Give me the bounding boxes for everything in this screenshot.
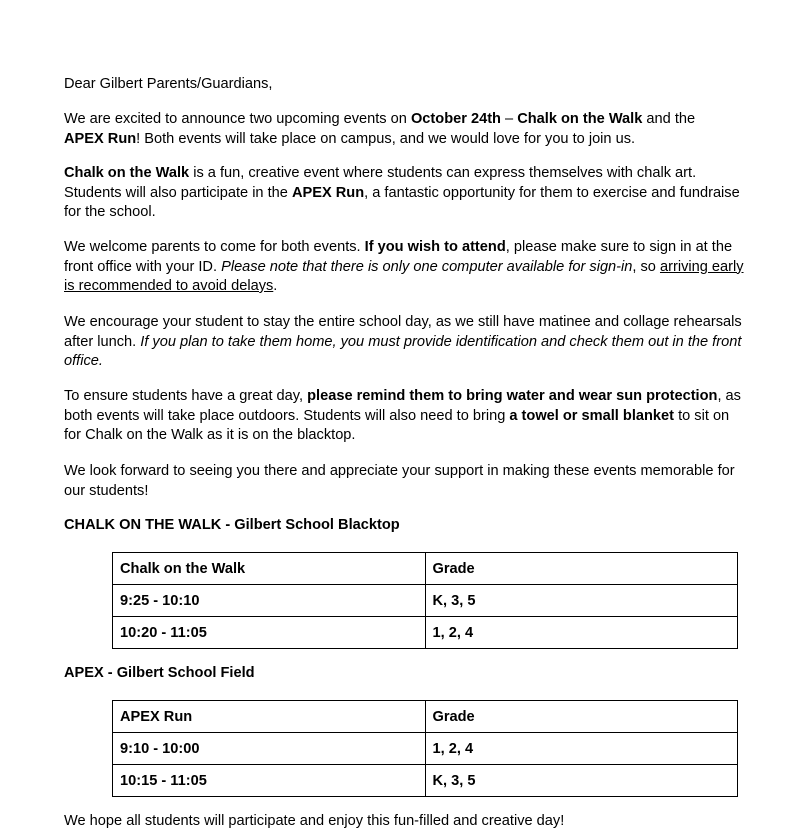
table-header-cell: Grade <box>425 553 738 585</box>
paragraph-attendance: We welcome parents to come for both events. If you wish to attend, please make sure to sign in at the front office with your ID. Please note that there is only one computer available for sign-in, so arriving early is recommended to avoid delays. <box>64 239 744 294</box>
table-cell-grade: 1, 2, 4 <box>425 617 738 649</box>
closing-line: We hope all students will participate and enjoy this fun-filled and creative day! <box>64 813 565 829</box>
greeting: Dear Gilbert Parents/Guardians, <box>64 76 273 92</box>
table-header-cell: Chalk on the Walk <box>113 553 426 585</box>
paragraph-thanks: We look forward to seeing you there and appreciate your support in making these events memorable for our students! <box>64 463 735 499</box>
paragraph-stay-all-day: We encourage your student to stay the entire school day, as we still have matinee and collage rehearsals after lunch. If you plan to take them home, you must provide identification and check them out in the front office. <box>64 314 742 369</box>
table-row <box>113 585 738 617</box>
chalk-section-heading: CHALK ON THE WALK - Gilbert School Blacktop <box>64 517 400 533</box>
table-header-row <box>113 701 738 733</box>
chalk-schedule-table <box>112 552 738 649</box>
table-header-cell: APEX Run <box>113 701 426 733</box>
table-cell-time: 10:15 - 11:05 <box>113 765 426 797</box>
table-cell-time: 10:20 - 11:05 <box>113 617 426 649</box>
paragraph-chalk-description: Chalk on the Walk is a fun, creative event where students can express themselves with chalk art. Students will also participate in the APEX Run, a fantastic opportunity for them to exercise and fundraise for the school. <box>64 165 740 220</box>
paragraph-intro: We are excited to announce two upcoming events on October 24th – Chalk on the Walk and the APEX Run! Both events will take place on campus, and we would love for you to join us. <box>64 111 696 147</box>
table-cell-grade: K, 3, 5 <box>425 585 738 617</box>
table-cell-time: 9:10 - 10:00 <box>113 733 426 765</box>
paragraph-preparation: To ensure students have a great day, please remind them to bring water and wear sun protection, as both events will take place outdoors. Students will also need to bring a towel or small blanket to sit on for Chalk on the Walk as it is on the blacktop. <box>64 388 741 443</box>
table-row <box>113 765 738 797</box>
apex-section-heading: APEX - Gilbert School Field <box>64 665 255 681</box>
table-cell-grade: K, 3, 5 <box>425 765 738 797</box>
table-cell-grade: 1, 2, 4 <box>425 733 738 765</box>
apex-schedule-table <box>112 700 738 797</box>
table-cell-time: 9:25 - 10:10 <box>113 585 426 617</box>
table-row <box>113 733 738 765</box>
table-header-row <box>113 553 738 585</box>
table-row <box>113 617 738 649</box>
table-header-cell: Grade <box>425 701 738 733</box>
